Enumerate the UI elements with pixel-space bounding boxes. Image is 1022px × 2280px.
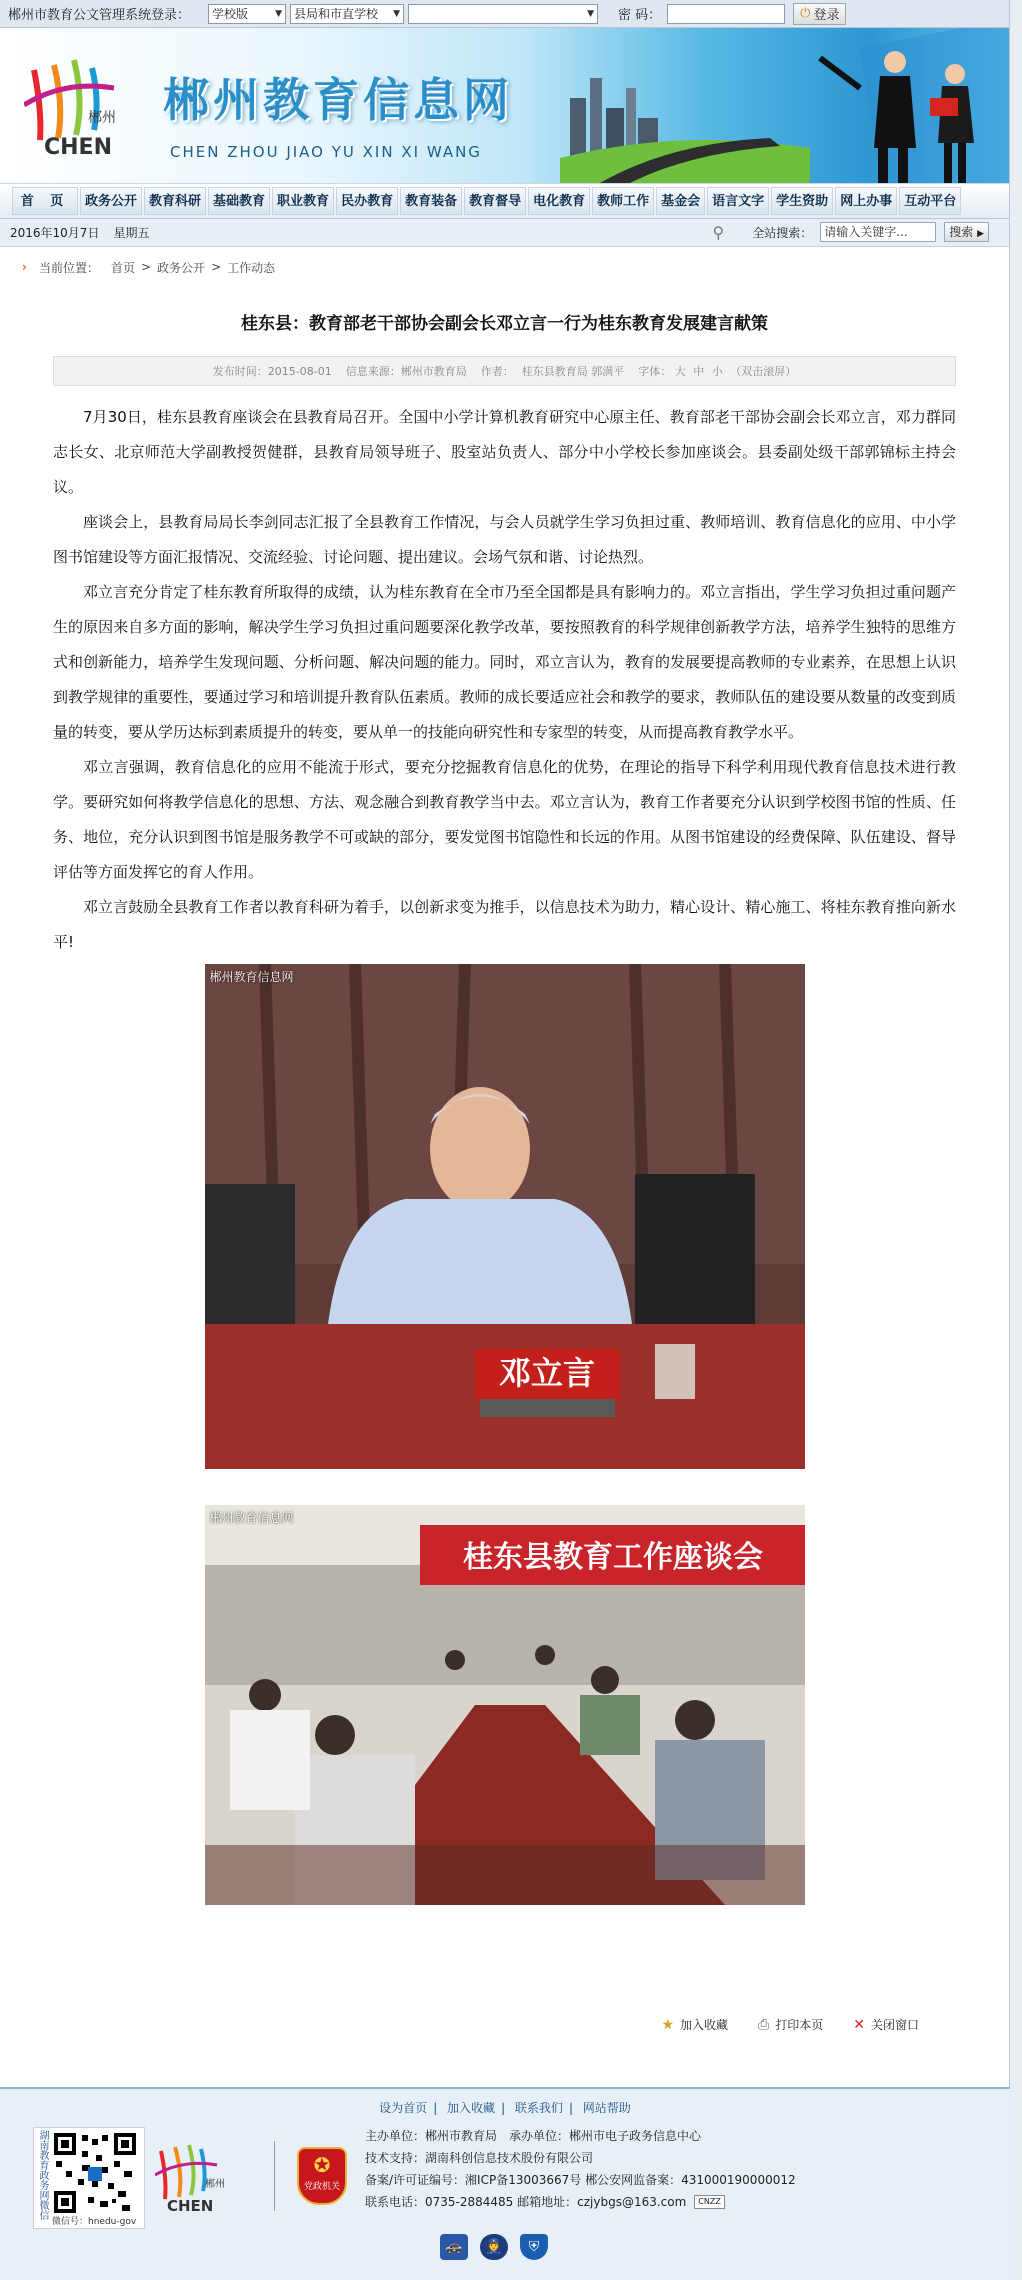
site-logo (24, 50, 159, 160)
author-label: 作者： (480, 365, 514, 378)
magnifier-icon: ⚲ (712, 222, 725, 242)
site-banner (0, 28, 1009, 183)
add-favorite-button[interactable]: ★ 加入收藏 (661, 2016, 729, 2033)
photo-illustration (205, 964, 805, 1469)
search-input[interactable]: 请输入关键字... (820, 222, 936, 242)
login-bar (0, 0, 1009, 28)
footer-info-line: 技术支持：湖南科创信息技术股份有限公司 (365, 2151, 594, 2165)
article-paragraph: 邓立言充分肯定了桂东教育所取得的成绩，认为桂东教育在全市乃至全国都是具有影响力的。邓立言指出，学生学习负担过重问题产生的原因来自多方面的影响，解决学生学习负担过重问题要深化教学改革，要按照教育的科学规律创新教学方法，培养学生独特的思维方式和创新能力，培养学生发现问题、分析问题、解决问题的能力。同时，邓立言认为，教育的发展要提高教师的专业素养，在思想上认识到教学规律的重要性，要通过学习和培训提升教育队伍素质。教师的成长要适应社会和教学的要求，教师队伍的建设要从数量的改变到质量的转变，要从学历达标到素质提升的转变，要从单一的技能向研究性和专家型的转变，从而提高教育教学水平。 (53, 583, 956, 741)
chevron-right-icon: › (22, 260, 27, 274)
nav-item-supervision[interactable]: 教育督导 (464, 187, 526, 215)
font-size-small[interactable]: 小 (711, 365, 723, 378)
site-title-pinyin: CHEN ZHOU JIAO YU XIN XI WANG (170, 143, 482, 161)
article-photo-speaker (205, 964, 805, 1469)
photo-illustration (205, 1505, 805, 1905)
shield-icon[interactable]: ⛨ (520, 2234, 548, 2260)
nav-item-research[interactable]: 教育科研 (144, 187, 206, 215)
date-search-bar (0, 219, 1009, 247)
font-size-medium[interactable]: 中 (693, 365, 705, 378)
print-button[interactable]: ⎙ 打印本页 (758, 2016, 824, 2033)
unit-type-select[interactable]: 县局和市直学校 ▼ (290, 4, 404, 24)
nav-item-government-affairs[interactable]: 政务公开 (80, 187, 142, 215)
nav-item-foundation[interactable]: 基金会 (656, 187, 705, 215)
chevron-down-icon: ▼ (275, 8, 282, 19)
article-body (53, 400, 956, 960)
svg-text:桂东县教育工作座谈会: 桂东县教育工作座谈会 (462, 1540, 763, 1575)
login-label: 郴州市教育公文管理系统登录： (8, 8, 191, 23)
close-icon: ✕ (853, 2016, 865, 2033)
chevron-down-icon: ▼ (393, 8, 400, 19)
login-button[interactable]: ⏻ 登录 (793, 3, 846, 25)
banner-illustration (560, 28, 1009, 183)
photo-watermark: 郴州教育信息网 (209, 970, 294, 984)
svg-text:郴州: 郴州 (88, 110, 116, 126)
footer-info-line: 联系电话：0735-2884485 邮箱地址：czjybgs@163.com (365, 2195, 687, 2209)
article-photo-meeting (205, 1505, 805, 1905)
footer-logo (155, 2139, 250, 2214)
party-gov-badge[interactable] (297, 2147, 347, 2205)
article-meta (53, 356, 956, 386)
nav-item-teachers[interactable]: 教师工作 (592, 187, 654, 215)
article-paragraph: 座谈会上，县教育局局长李剑同志汇报了全县教育工作情况，与会人员就学生学习负担过重、教师培训、教育信息化的应用、中小学图书馆建设等方面汇报情况、交流经验、讨论问题、提出建议。会场气氛和谐、讨论热烈。 (53, 513, 956, 566)
svg-text:CHEN: CHEN (44, 135, 112, 160)
footer-link-set-homepage[interactable]: 设为首页 (379, 2101, 428, 2115)
nav-item-online-services[interactable]: 网上办事 (835, 187, 897, 215)
nav-item-interaction[interactable]: 互动平台 (899, 187, 961, 215)
article (0, 309, 1009, 1905)
police-car-icon[interactable]: 🚓 (440, 2234, 468, 2260)
printer-icon: ⎙ (758, 2016, 770, 2033)
nav-item-vocational[interactable]: 职业教育 (272, 187, 334, 215)
current-weekday: 星期五 (113, 226, 150, 240)
footer-links: 设为首页 | 加入收藏 | 联系我们 | 网站帮助 (379, 2101, 631, 2115)
photo-watermark: 郴州教育信息网 (209, 1511, 294, 1525)
chevron-down-icon: ▼ (587, 8, 594, 19)
breadcrumb-home[interactable]: 首页 (110, 260, 135, 275)
article-title: 桂东县：教育部老干部协会副会长邓立言一行为桂东教育发展建言献策 (241, 314, 768, 334)
emblem-icon: ✪ (313, 2153, 331, 2177)
footer-link-add-favorite[interactable]: 加入收藏 (447, 2101, 496, 2115)
search-button[interactable]: 搜索 ▶ (944, 222, 989, 242)
breadcrumb-label: 当前位置： (38, 260, 99, 275)
wechat-qr-block (33, 2127, 145, 2229)
site-footer (0, 2087, 1010, 2280)
breadcrumb-news[interactable]: 工作动态 (227, 260, 276, 275)
security-icons (440, 2234, 548, 2260)
nav-item-language[interactable]: 语言文字 (707, 187, 769, 215)
article-paragraph: 邓立言鼓励全县教育工作者以教育科研为着手，以创新求变为推手，以信息技术为助力，精心设计、精心施工、将桂东教育推向新水平! (53, 898, 956, 951)
nav-item-private[interactable]: 民办教育 (336, 187, 398, 215)
double-click-scroll-hint: （双击滚屏） (730, 365, 797, 378)
footer-divider (274, 2141, 275, 2211)
info-source: 信息来源：郴州市教育局 (345, 365, 467, 378)
close-window-button[interactable]: ✕ 关闭窗口 (853, 2016, 919, 2033)
author-value: 桂东县教育局 郭满平 (521, 365, 625, 378)
qr-code-icon (52, 2131, 138, 2215)
nav-item-basic-education[interactable]: 基础教育 (208, 187, 270, 215)
cnzz-badge[interactable]: CNZZ (694, 2195, 725, 2209)
article-paragraph: 7月30日，桂东县教育座谈会在县教育局召开。全国中小学计算机教育研究中心原主任、教育部老干部协会副会长邓立言，邓力群同志长女、北京师范大学副教授贺健群，县教育局领导班子、股室站负责人、部分中小学校长参加座谈会。县委副处级干部郭锦标主持会议。 (53, 408, 956, 496)
badge-text: 党政机关 (303, 2182, 340, 2192)
footer-info-line: 备案/许可证编号：湘ICP备13003667号 郴公安网监备案：431000190000012 (365, 2173, 796, 2187)
version-select[interactable]: 学校版 ▼ (208, 4, 286, 24)
password-label: 密 码： (618, 8, 662, 23)
site-title: 郴州教育信息网 (163, 73, 513, 127)
article-paragraph: 邓立言强调，教育信息化的应用不能流于形式，要充分挖掘教育信息化的优势，在理论的指导下科学利用现代教育信息技术进行教学。要研究如何将教学信息化的思想、方法、观念融合到教育教学当中去。邓立言认为，教育工作者要充分认识到学校图书馆的性质、任务、地位，充分认识到图书馆是服务教学不可或缺的部分，要发觉图书馆隐性和长远的作用。从图书馆建设的经费保障、队伍建设、督导评估等方面发挥它的育人作用。 (53, 758, 956, 881)
school-select[interactable] (408, 4, 598, 24)
folder-star-icon: ★ (661, 2016, 675, 2033)
current-date: 2016年10月7日 (10, 226, 100, 240)
main-nav (0, 183, 1009, 219)
search-label: 全站搜索： (752, 225, 813, 240)
footer-link-contact[interactable]: 联系我们 (514, 2101, 563, 2115)
nav-item-equipment[interactable]: 教育装备 (400, 187, 462, 215)
nav-item-e-education[interactable]: 电化教育 (528, 187, 590, 215)
footer-info-line: 主办单位：郴州市教育局 承办单位：郴州市电子政务信息中心 (365, 2129, 702, 2143)
footer-info (365, 2125, 796, 2213)
breadcrumb-separator: > (140, 260, 152, 274)
arrow-right-icon: ▶ (977, 229, 984, 239)
font-size-large[interactable]: 大 (674, 365, 686, 378)
font-size-label: 字体： (638, 365, 672, 378)
breadcrumb-separator: > (211, 260, 222, 274)
svg-text:CHEN: CHEN (167, 2197, 214, 2214)
police-officer-icon[interactable]: 👮 (480, 2234, 508, 2260)
qr-side-text: 湖南教育政务网微信 (37, 2130, 48, 2220)
breadcrumb (0, 247, 1009, 287)
svg-text:邓立言: 邓立言 (498, 1354, 595, 1392)
power-icon: ⏻ (800, 6, 811, 21)
article-tools (661, 2016, 919, 2033)
svg-text:郴州: 郴州 (205, 2179, 225, 2190)
publish-time: 发布时间：2015-08-01 (212, 365, 332, 378)
breadcrumb-government[interactable]: 政务公开 (157, 260, 206, 275)
nav-item-student-aid[interactable]: 学生资助 (771, 187, 833, 215)
footer-link-help[interactable]: 网站帮助 (582, 2101, 631, 2115)
password-input[interactable] (667, 4, 785, 24)
nav-item-home[interactable]: 首 页 (12, 187, 78, 215)
qr-caption: 微信号：hnedu-gov (52, 2217, 137, 2227)
